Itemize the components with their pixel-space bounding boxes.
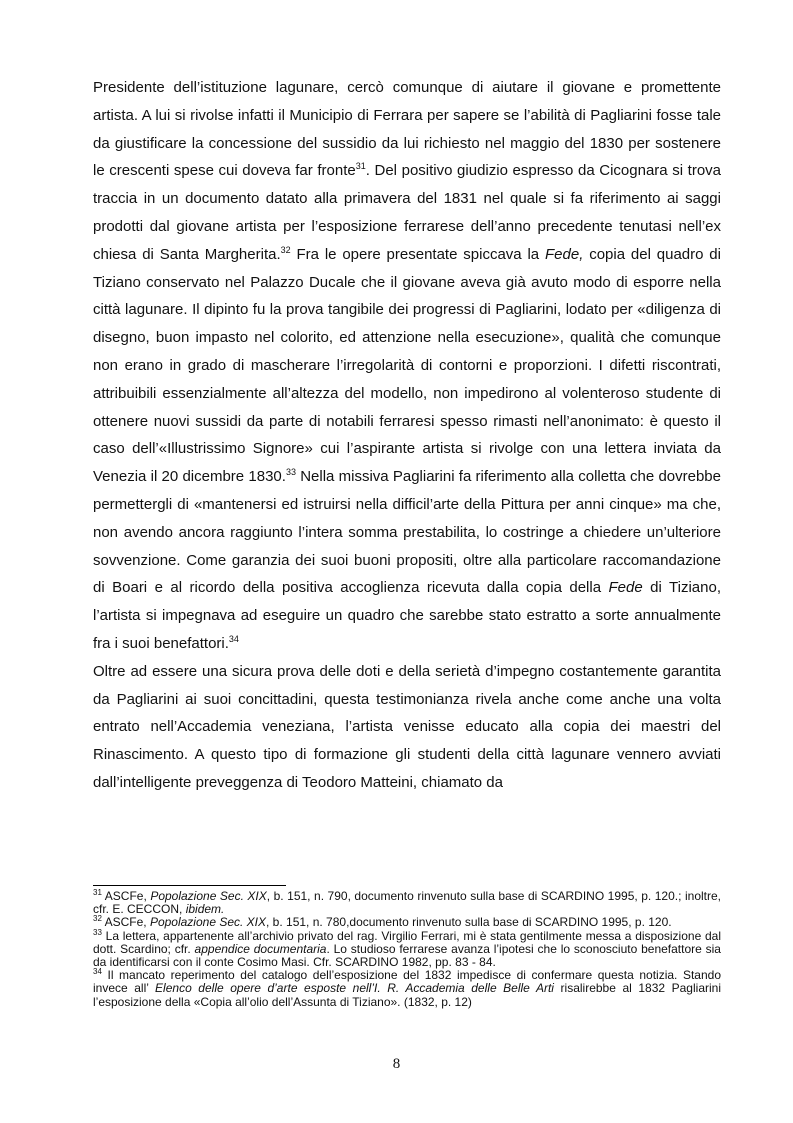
text-run: . Lo studioso ferrarese avanza l’ipotesi che lo sconosciuto benefattore sia da identificarsi con il conte Cosimo Masi. Cfr. SCARDINO 1982, pp. 83 - 84.	[93, 941, 721, 970]
page-content	[93, 74, 721, 797]
text-run-italic: Popolazione Sec. XIX	[149, 915, 267, 930]
paragraph-1	[93, 74, 721, 658]
footnote-ref-32[interactable]: 32	[280, 244, 291, 255]
text-run: , b. 151, n. 790, documento rinvenuto sulla base di SCARDINO 1995, p. 120.; inoltre, cfr. E. CECCON,	[93, 889, 721, 917]
paragraph-2: Oltre ad essere una sicura prova delle doti e della serietà d’impegno costantemente garantita da Pagliarini ai suoi concittadini, questa testimonianza rivela anche come anche una volta entrato nell’Accademia veneziana, l’artista venisse educato alla copia dei maestri del Rinascimento. A questo tipo di formazione gli studenti della città lagunare vennero avviati dall’intelligente preveggenza di Teodoro Matteini, chiamato da	[93, 662, 721, 791]
footnote-number: 32	[93, 914, 102, 924]
footnote-ref-33[interactable]: 33	[285, 467, 296, 478]
text-run: Nella missiva Pagliarini fa riferimento alla colletta che dovrebbe permettergli di «mantenersi ed istruirsi nella difficil’arte della Pittura per anni cinque» ma che, non avendo ancora raggiunto l’intera somma prestabilita, lo costringe a chiedere un’ulteriore sovvenzione. Come garanzia dei suoi buoni propositi, oltre alla particolare raccomandazione di Boari e al ricordo della positiva accoglienza ricevuta dalla copia della	[93, 468, 721, 597]
text-run: Fra le opere presentate spiccava la	[290, 245, 545, 263]
text-run: di Tiziano, l’artista si impegnava ad eseguire un quadro che sarebbe stato estratto a sorte annualmente fra i suoi benefattori.	[93, 579, 721, 652]
footnote-34	[93, 969, 721, 1009]
text-run: ASCFe,	[101, 889, 151, 903]
text-run: Presidente dell’istituzione lagunare, cercò comunque di aiutare il giovane e promettente artista. A lui si rivolse infatti il Municipio di Ferrara per sapere se l’abilità di Pagliarini fosse tale da giustificare la concessione del sussidio da lui richiesto nel maggio del 1830 per sostenere le crescenti spese cui doveva far fronte	[93, 79, 721, 180]
text-run-italic: Elenco delle opere d’arte esposte nell’I. R. Accademia delle Belle Arti	[155, 981, 554, 996]
footnote-ref-34[interactable]: 34	[228, 633, 239, 644]
text-run-italic: appendice documentaria	[194, 941, 327, 956]
text-run: La lettera, appartenente all’archivio privato del rag. Virgilio Ferrari, mi è stata gentilmente messa a disposizione dal dott. Scardino; cfr.	[93, 928, 721, 956]
text-run: ASCFe,	[101, 915, 150, 930]
footnote-number: 33	[93, 927, 102, 937]
text-run: , b. 151, n. 780,documento rinvenuto sulla base di SCARDINO 1995, p. 120.	[266, 915, 672, 930]
text-run: risalirebbe al 1832 Pagliarini l’esposizione della «Copia all’olio dell’Assunta di Tiziano». (1832, p. 12)	[93, 981, 721, 1009]
text-run: . Del positivo giudizio espresso da Cicognara si trova traccia in un documento datato alla primavera del 1831 nel quale si fa riferimento ai saggi prodotti dal giovane artista per l’esposizione ferrarese dell’anno precedente tenutasi nell’ex chiesa di Santa Margherita.	[93, 162, 722, 263]
text-run-italic: ibidem.	[185, 902, 225, 917]
footnotes	[93, 890, 721, 1009]
text-run: copia del quadro di Tiziano conservato nel Palazzo Ducale che il giovane aveva già avuto modo di esporre nella città lagunare. Il dipinto fu la prova tangibile dei progressi di Pagliarini, lodato per «diligenza di disegno, buon impasto nel colorito, ed attenzione nella esecuzione», qualità che comunque non erano in grado di mascherare l’irregolarità di contorni e proporzioni. I difetti riscontrati, attribuibili essenzialmente all’altezza del modello, non impedirono al volenteroso studente di ottenere nuovi sussidi da parte di notabili ferraresi spesso rimasti nell’anonimato: è questo il caso dell’«Illustrissimo Signore» cui l’aspirante artista si rivolge con una lettera inviata da Venezia il 20 dicembre 1830.	[93, 245, 721, 486]
artwork-title-fede: Fede	[608, 579, 643, 597]
footnote-ref-31[interactable]: 31	[355, 161, 366, 172]
body-text	[93, 74, 721, 797]
text-run-italic: Popolazione Sec. XIX	[150, 889, 267, 903]
footnote-separator	[93, 885, 286, 886]
text-run: Il mancato reperimento del catalogo dell’esposizione del 1832 impedisce di confermare questa notizia. Stando invece all’	[93, 968, 721, 996]
footnote-number: 31	[93, 888, 102, 897]
page-number: 8	[392, 1056, 401, 1072]
footnote-31	[93, 890, 721, 916]
artwork-title-fede: Fede,	[545, 245, 584, 263]
footnote-33	[93, 927, 721, 970]
footnote-number: 34	[93, 967, 102, 977]
